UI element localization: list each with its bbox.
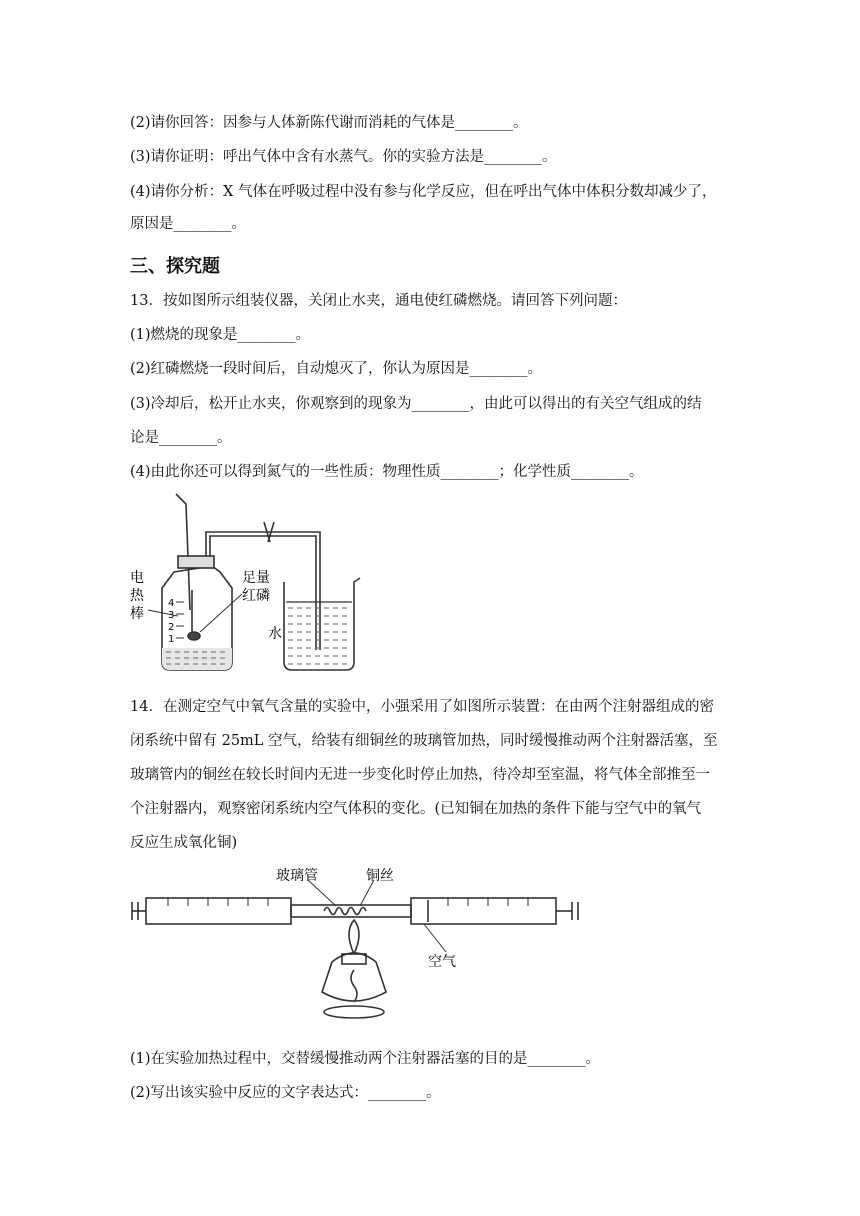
scale-label-4: 4 <box>168 598 175 609</box>
electric-rod <box>176 494 190 610</box>
label-electric-rod-1: 电 <box>130 570 144 586</box>
beaker <box>284 578 360 670</box>
red-phosphorus-spoon <box>188 632 200 640</box>
question-12-part-2: (2)请你回答：因参与人体新陈代谢而消耗的气体是________。 <box>130 115 528 131</box>
question-14-part-1: (1)在实验加热过程中，交替缓慢推动两个注射器活塞的目的是________。 <box>130 1051 601 1067</box>
scale-label-1: 1 <box>168 634 175 645</box>
question-14-figure <box>128 862 583 1037</box>
label-sufficient: 足量 <box>242 570 270 586</box>
label-electric-rod-2: 热 <box>130 588 144 604</box>
rubber-stopper <box>178 556 214 568</box>
question-13-part-3-line2: 论是________。 <box>130 430 232 446</box>
question-14-stem-line1: 14．在测定空气中氧气含量的实验中，小强采用了如图所示装置：在由两个注射器组成的密 <box>130 699 714 715</box>
label-glass-tube: 玻璃管 <box>276 868 318 884</box>
question-13-stem: 13．按如图所示组装仪器，关闭止水夹，通电使红磷燃烧。请回答下列问题： <box>130 293 627 309</box>
question-13-part-2: (2)红磷燃烧一段时间后，自动熄灭了，你认为原因是________。 <box>130 361 543 377</box>
label-air: 空气 <box>428 954 456 970</box>
question-13-figure <box>128 490 378 680</box>
question-14-stem-line5: 反应生成氧化铜) <box>130 835 238 851</box>
question-13-part-3-line1: (3)冷却后，松开止水夹，你观察到的现象为________，由此可以得出的有关空气组成的结 <box>130 396 702 412</box>
question-13-part-4: (4)由此你还可以得到氮气的一些性质：物理性质________；化学性质________。 <box>130 464 644 480</box>
alcohol-lamp <box>322 953 386 1001</box>
question-12-part-4-line1: (4)请你分析：X 气体在呼吸过程中没有参与化学反应，但在呼出气体中体积分数却减少了， <box>130 184 717 200</box>
copper-wire-coil <box>324 908 366 915</box>
question-14-stem-line3: 玻璃管内的铜丝在较长时间内无进一步变化时停止加热，待冷却至室温，将气体全部推至一 <box>130 767 710 783</box>
question-14-stem-line4: 个注射器内，观察密闭系统内空气体积的变化。(已知铜在加热的条件下能与空气中的氧气 <box>130 801 702 817</box>
right-syringe-barrel <box>411 898 556 924</box>
question-13-part-1: (1)燃烧的现象是________。 <box>130 327 311 343</box>
scale-label-3: 3 <box>168 610 175 621</box>
question-14-part-2: (2)写出该实验中反应的文字表达式：________。 <box>130 1085 441 1101</box>
label-red-phosphorus: 红磷 <box>242 588 270 604</box>
label-copper-wire: 铜丝 <box>366 868 394 884</box>
label-water: 水 <box>268 626 282 642</box>
label-electric-rod-3: 棒 <box>130 606 144 622</box>
scale-label-2: 2 <box>168 622 175 633</box>
flame <box>349 920 359 954</box>
question-12-part-3: (3)请你证明：呼出气体中含有水蒸气。你的实验方法是________。 <box>130 149 557 165</box>
question-14-stem-line2: 闭系统中留有 25mL 空气，给装有细铜丝的玻璃管加热，同时缓慢推动两个注射器活塞，至 <box>130 733 718 749</box>
section-heading: 三、探究题 <box>130 256 220 277</box>
question-12-part-4-line2: 原因是________。 <box>130 216 246 232</box>
